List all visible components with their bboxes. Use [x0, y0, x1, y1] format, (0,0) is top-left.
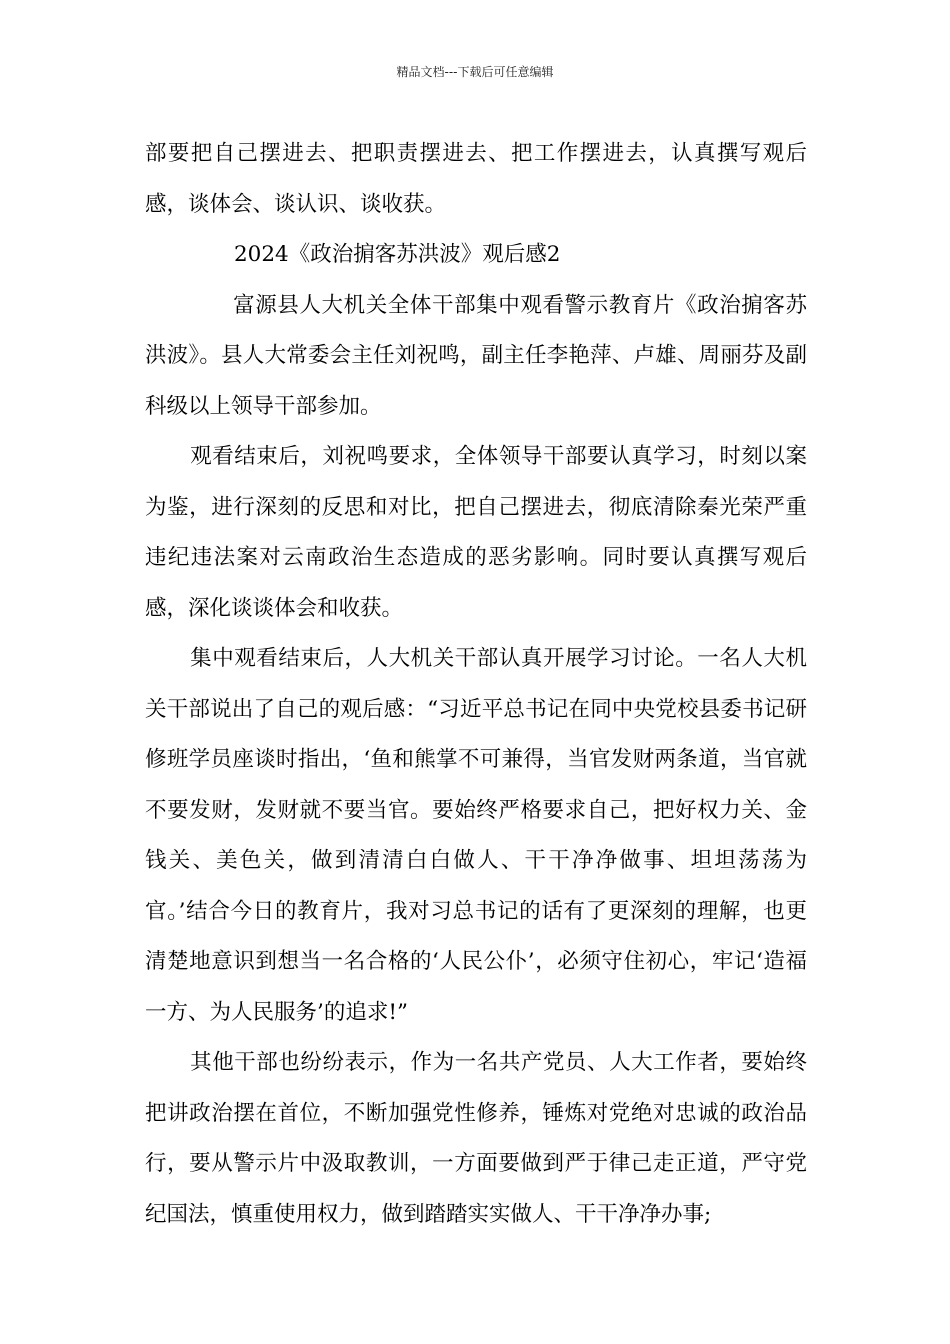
section-title: 2024《政治掮客苏洪波》观后感2: [234, 242, 561, 267]
paragraph-continuation: 部要把自己摆进去、把职责摆进去、把工作摆进去，认真撰写观后感，谈体会、谈认识、谈收获。: [145, 141, 807, 217]
paragraph-requirements: 观看结束后，刘祝鸣要求，全体领导干部要认真学习，时刻以案为鉴，进行深刻的反思和对比，把自己摆进去，彻底清除秦光荣严重违纪违法案对云南政治生态造成的恶劣影响。同时要认真撰写观后感，深化谈谈体会和收获。: [145, 444, 807, 621]
document-body: [145, 129, 807, 1240]
paragraph-statements: 其他干部也纷纷表示，作为一名共产党员、人大工作者，要始终把讲政治摆在首位，不断加强党性修养，锤炼对党绝对忠诚的政治品行，要从警示片中汲取教训，一方面要做到严于律己走正道，严守党纪国法，慎重使用权力，做到踏踏实实做人、干干净净办事;: [145, 1050, 807, 1227]
paragraph-discussion: 集中观看结束后，人大机关干部认真开展学习讨论。一名人大机关干部说出了自己的观后感：“习近平总书记在同中央党校县委书记研修班学员座谈时指出，‘鱼和熊掌不可兼得，当官发财两条道，当官就不要发财，发财就不要当官。要始终严格要求自己，把好权力关、金钱关、美色关，做到清清白白做人、干干净净做事、坦坦荡荡为官。’结合今日的教育片，我对习总书记的话有了更深刻的理解，也更清楚地意识到想当一名合格的‘人民公仆’，必须守住初心，牢记‘造福一方、为人民服务’的追求!”: [145, 646, 807, 1025]
page-header: 精品文档---下载后可任意编辑: [396, 65, 554, 79]
paragraph-intro: 富源县人大机关全体干部集中观看警示教育片《政治掮客苏洪波》。县人大常委会主任刘祝鸣，副主任李艳萍、卢雄、周丽芬及副科级以上领导干部参加。: [145, 292, 807, 419]
